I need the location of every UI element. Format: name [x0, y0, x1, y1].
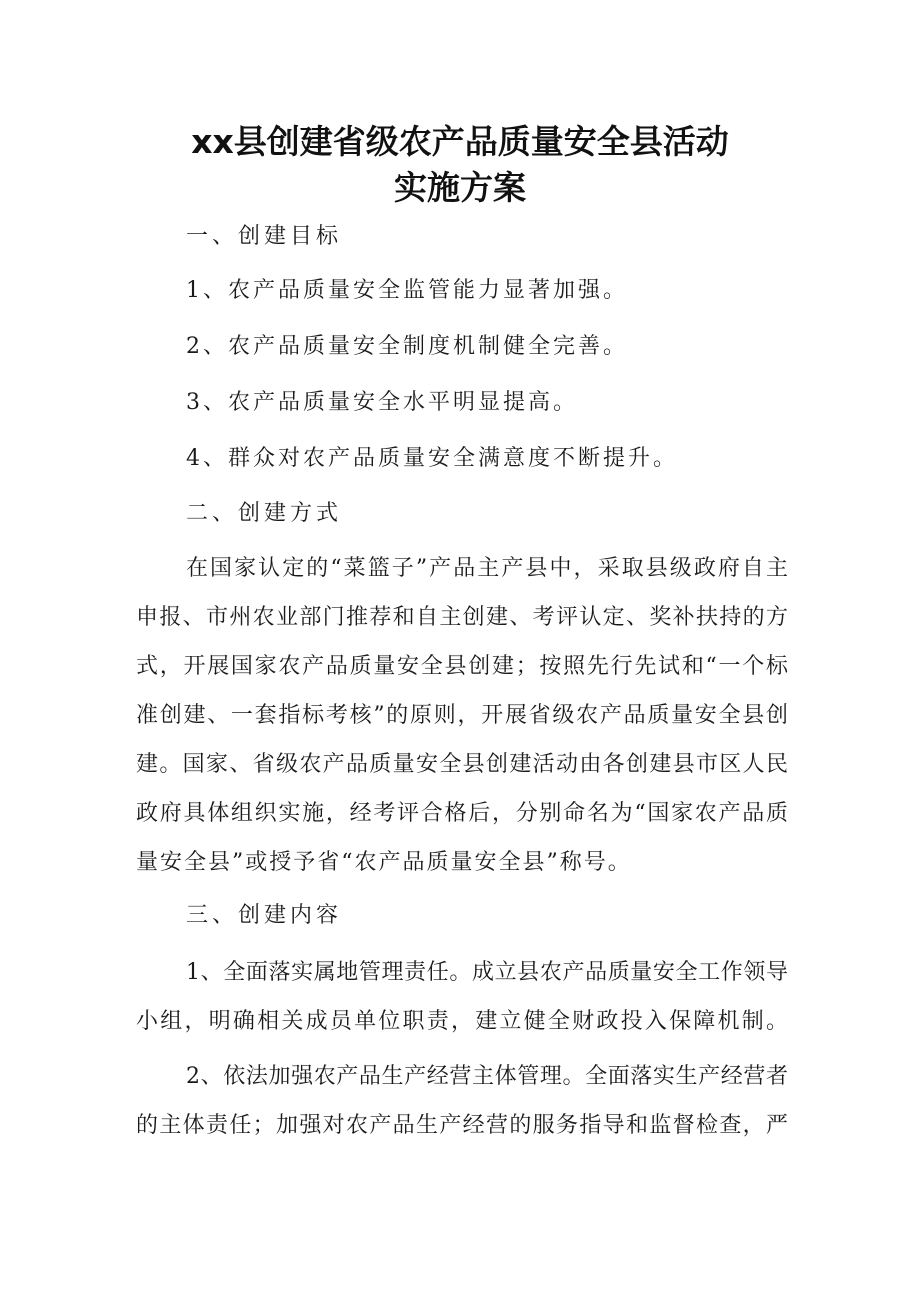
section-heading-content: 三、创建内容 — [186, 903, 343, 928]
methods-paragraph-line: 在国家认定的“菜篮子”产品主产县中，采取县级政府自主 — [186, 556, 788, 581]
goal-item-3: 3、农产品质量安全水平明显提高。 — [186, 390, 578, 415]
methods-paragraph-line: 建。国家、省级农产品质量安全县创建活动由各创建县市区人民 — [136, 752, 788, 777]
methods-paragraph-line: 量安全县”或授予省“农产品质量安全县”称号。 — [136, 850, 632, 875]
section-heading-goals: 一、创建目标 — [186, 224, 343, 249]
content-paragraph-2-line: 2、依法加强农产品生产经营主体管理。全面落实生产经营者 — [186, 1064, 788, 1089]
section-heading-methods: 二、创建方式 — [186, 501, 343, 526]
content-paragraph-1-line: 1、全面落实属地管理责任。成立县农产品质量安全工作领导 — [186, 960, 788, 985]
document-title-line-1: xx县创建省级农产品质量安全县活动 — [191, 122, 729, 161]
content-paragraph-1-line: 小组，明确相关成员单位职责，建立健全财政投入保障机制。 — [136, 1009, 788, 1034]
goal-item-4: 4、群众对农产品质量安全满意度不断提升。 — [186, 446, 678, 471]
goal-item-1: 1、农产品质量安全监管能力显著加强。 — [186, 278, 628, 303]
methods-paragraph-line: 准创建、一套指标考核”的原则，开展省级农产品质量安全县创 — [136, 703, 788, 728]
document-title-line-2: 实施方案 — [394, 168, 526, 207]
goal-item-2: 2、农产品质量安全制度机制健全完善。 — [186, 334, 628, 359]
methods-paragraph-line: 政府具体组织实施，经考评合格后，分别命名为“国家农产品质 — [136, 801, 788, 826]
content-paragraph-2-line: 的主体责任；加强对农产品生产经营的服务指导和监督检查，严 — [136, 1113, 788, 1138]
methods-paragraph-line: 申报、市州农业部门推荐和自主创建、考评认定、奖补扶持的方 — [136, 605, 788, 630]
methods-paragraph-line: 式，开展国家农产品质量安全县创建；按照先行先试和“一个标 — [136, 654, 788, 679]
